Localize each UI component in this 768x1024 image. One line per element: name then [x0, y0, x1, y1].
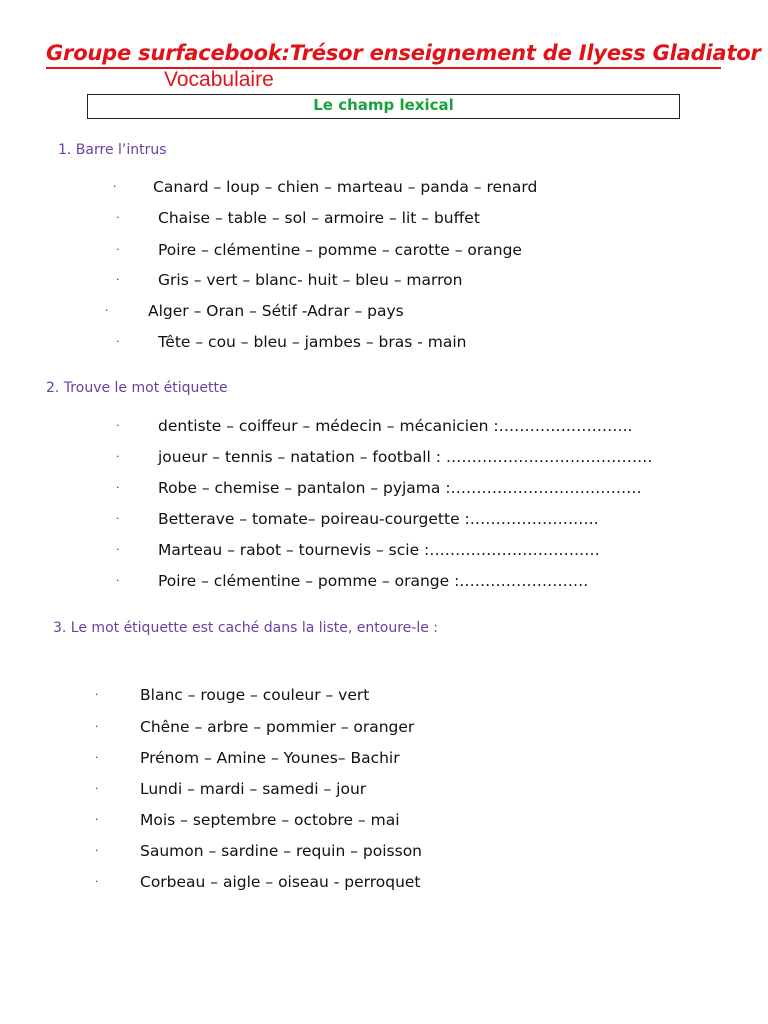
section-2-heading: 2. Trouve le mot étiquette — [46, 380, 228, 396]
list-item: Betterave – tomate– poireau-courgette :……………………. — [158, 510, 599, 528]
document-title: Groupe surfacebook:Trésor enseignement de Ilyess Gladiator — [46, 41, 761, 65]
bullet-icon: · — [95, 782, 99, 795]
bullet-icon: · — [116, 211, 120, 224]
title-underline — [46, 67, 721, 69]
list-item: Blanc – rouge – couleur – vert — [140, 686, 370, 704]
bullet-icon: · — [95, 720, 99, 733]
bullet-icon: · — [116, 574, 120, 587]
list-item: Saumon – sardine – requin – poisson — [140, 842, 423, 860]
list-item: dentiste – coiffeur – médecin – mécanicien :…………………….. — [158, 417, 633, 435]
list-item: Poire – clémentine – pomme – orange :……………………. — [158, 572, 589, 590]
bullet-icon: · — [105, 304, 109, 317]
list-item: joueur – tennis – natation – football : …………………………………. — [158, 448, 653, 466]
bullet-icon: · — [95, 751, 99, 764]
list-item: Alger – Oran – Sétif -Adrar – pays — [148, 302, 404, 320]
list-item: Lundi – mardi – samedi – jour — [140, 780, 367, 798]
bullet-icon: · — [116, 335, 120, 348]
topic-title: Le champ lexical — [313, 96, 454, 114]
bullet-icon: · — [95, 688, 99, 701]
bullet-icon: · — [95, 875, 99, 888]
bullet-icon: · — [116, 450, 120, 463]
list-item: Corbeau – aigle – oiseau - perroquet — [140, 873, 421, 891]
list-item: Robe – chemise – pantalon – pyjama :………………………………. — [158, 479, 642, 497]
list-item: Marteau – rabot – tournevis – scie :…………………………… — [158, 541, 600, 559]
bullet-icon: · — [116, 243, 120, 256]
list-item: Prénom – Amine – Younes– Bachir — [140, 749, 400, 767]
list-item: Canard – loup – chien – marteau – panda – renard — [153, 178, 538, 196]
bullet-icon: · — [95, 813, 99, 826]
section-1-heading: 1. Barre l’intrus — [58, 142, 167, 158]
list-item: Gris – vert – blanc- huit – bleu – marron — [158, 271, 463, 289]
bullet-icon: · — [95, 844, 99, 857]
document-subtitle: Vocabulaire — [164, 68, 274, 91]
bullet-icon: · — [116, 273, 120, 286]
bullet-icon: · — [116, 543, 120, 556]
bullet-icon: · — [113, 180, 117, 193]
list-item: Tête – cou – bleu – jambes – bras - main — [158, 333, 467, 351]
list-item: Poire – clémentine – pomme – carotte – orange — [158, 241, 522, 259]
bullet-icon: · — [116, 481, 120, 494]
bullet-icon: · — [116, 512, 120, 525]
bullet-icon: · — [116, 419, 120, 432]
section-3-heading: 3. Le mot étiquette est caché dans la liste, entoure-le : — [53, 620, 439, 636]
list-item: Chaise – table – sol – armoire – lit – buffet — [158, 209, 480, 227]
list-item: Chêne – arbre – pommier – oranger — [140, 718, 415, 736]
list-item: Mois – septembre – octobre – mai — [140, 811, 400, 829]
